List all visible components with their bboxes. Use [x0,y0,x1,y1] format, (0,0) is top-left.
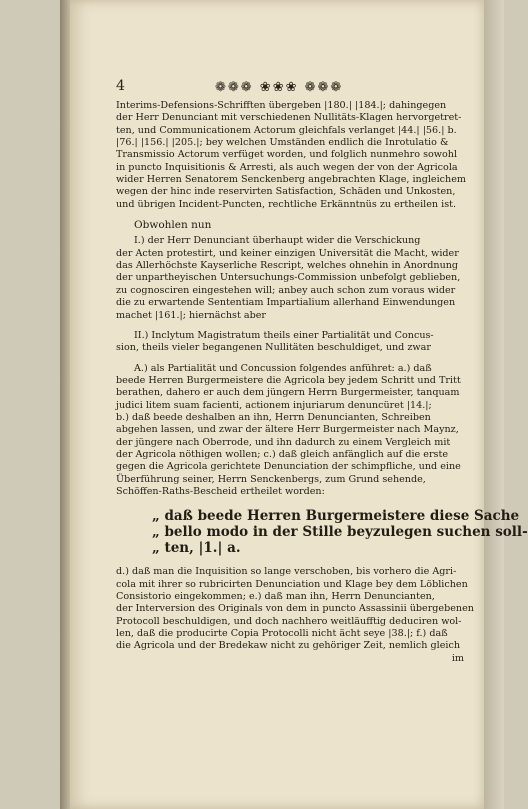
text-line: der Acten protestirt, und keiner einzigen Universität die Macht, wider [116,247,459,259]
text-line: machet |161.|; hiernächst aber [116,309,266,321]
text-line: II.) Inclytum Magistratum theils einer Partialität und Concus- [134,329,434,341]
page-body [116,100,528,665]
catchword: im [451,652,464,664]
text-line: Consistorio eingekommen; e.) daß man ihn, Herrn Denuncianten, [116,591,435,602]
header-ornament: ❁❁❁ ❀❀❀ ❁❁❁ [215,80,344,95]
text-line: der Agricola nöthigen wollen; c.) daß gleich anfänglich auf die erste [116,448,449,460]
text-line: beede Herren Burgermeistere die Agricola bey jedem Schritt und Tritt [116,374,461,386]
text-line: die Agricola und der Bredekaw nicht zu gehöriger Zeit, nemlich gleich [116,640,461,652]
text-line: cola mit ihrer so rubricirten Denunciation und Klage bey dem Löblichen [116,578,468,590]
quote-line: „ bello modo in der Stille beyzulegen suchen soll- [152,524,528,541]
text-line: wider Herren Senatorem Senckenberg angebrachten Klage, ingleichem [116,174,466,186]
section-heading: Obwohlen nun [134,219,212,232]
text-line: Überführung seiner, Herrn Senckenbergs, zum Grund sehende, [116,473,426,485]
page-number: 4 [116,78,125,94]
page-edge [484,0,504,809]
quote-line: „ ten, |1.| a. [152,540,241,557]
text-line: in puncto Inquisitionis & Arresti, als auch wegen der von der Agricola [116,161,458,173]
text-line: der Interversion des Originals von dem in puncto Assassinii übergebenen [116,603,474,615]
quote-line: „ daß beede Herren Burgermeistere diese Sache [152,508,520,525]
text-line: Schöffen-Raths-Bescheid ertheilet worden: [116,485,325,497]
text-line: Transmissio Actorum verfüget worden, und folglich nunmehro sowohl [116,149,458,161]
text-line: len, daß die producirte Copia Protocolli nicht ächt seye |38.|; f.) daß [116,628,448,640]
text-line: wegen der hinc inde reservirten Satisfaction, Schäden und Unkosten, [116,186,456,198]
text-line: zu cognosciren eingestehen will; anbey auch schon zum voraus wider [116,284,456,296]
text-line: berathen, dahero er auch dem jüngern Herrn Burgermeister, tanquam [116,387,460,399]
text-line: A.) als Partialität und Concussion folgendes anführet: a.) daß [134,362,432,374]
text-line: ten, und Communicationem Actorum gleichfals verlanget |44.| |56.| b. [116,124,457,136]
text-line: d.) daß man die Inquisition so lange verschoben, bis vorhero die Agri- [116,566,457,578]
text-line: b.) daß beede deshalben an ihn, Herrn Denuncianten, Schreiben [116,411,431,423]
text-line: und übrigen Incident-Puncten, rechtliche Erkänntnüs zu ertheilen ist. [116,198,457,210]
text-line: der jüngere nach Oberrode, und ihn dadurch zu einem Vergleich mit [116,436,451,448]
text-line: der unpartheyischen Untersuchungs-Commission unbefolgt geblieben, [116,272,461,284]
text-line: Interims-Defensions-Schrifften übergeben |180.| |184.|; dahingegen [116,100,447,111]
text-line: die zu erwartende Sententiam Impartialium allerhand Einwendungen [116,297,456,309]
text-line: sion, theils vieler begangenen Nullitäten beschuldiget, und zwar [116,342,431,354]
text-line: Protocoll beschuldigen, und doch nachhero weitläufftig deduciren wol- [116,615,462,627]
text-line: I.) der Herr Denunciant überhaupt wider die Verschickung [134,235,421,247]
text-line: judici litem suam facienti, actionem injuriarum denuncüret |14.|; [116,399,432,411]
text-line: das Allerhöchste Kayserliche Rescript, welches ohnehin in Anordnung [116,260,459,272]
text-line: gegen die Agricola gerichtete Denunciation der schimpfliche, und eine [116,461,461,473]
text-line: |76.| |156.| |205.|; bey welchen Umständen endlich die Inrotulatio & [116,137,449,149]
text-line: abgehen lassen, und zwar der ältere Herr Burgermeister nach Maynz, [116,424,459,436]
text-line: der Herr Denunciant mit verschiedenen Nullitäts-Klagen hervorgetret- [116,112,462,124]
